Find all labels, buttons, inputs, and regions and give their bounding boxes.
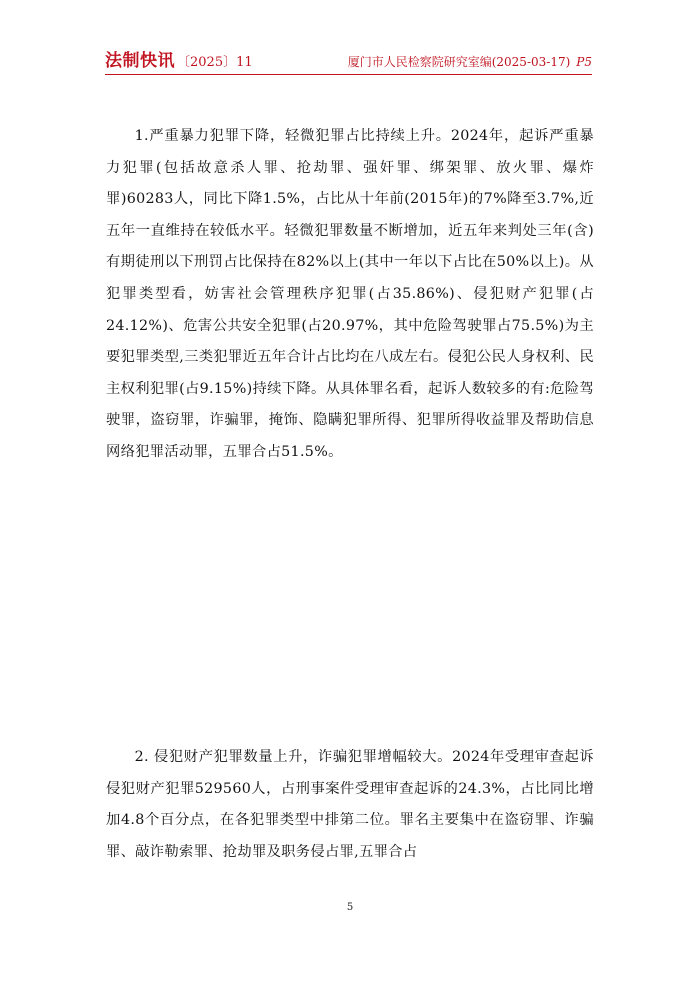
page-number: 5 — [346, 902, 354, 913]
header-left — [105, 46, 253, 71]
paragraph-property-crime: 2. 侵犯财产犯罪数量上升，诈骗犯罪增幅较大。2024年受理审查起诉侵犯财产犯罪529560人，占刑事案件受理审查起诉的24.3%，占比同比增加4.8个百分点，在各犯罪类型中排第二位。罪名主要集中在盗窃罪、诈骗罪、敲诈勒索罪、抢劫罪及职务侵占罪,五罪合占 — [106, 749, 594, 860]
editor-info: 厦门市人民检察院研究室编(2025-03-17) — [347, 55, 571, 69]
issue-number: 〔2025〕11 — [177, 55, 253, 70]
header-right — [348, 53, 592, 70]
publication-title: 法制快讯 — [105, 51, 175, 71]
page-header — [105, 50, 592, 75]
paragraph-violent-crime: 1.严重暴力犯罪下降，轻微犯罪占比持续上升。2024年，起诉严重暴力犯罪(包括故意杀人罪、抢劫罪、强奸罪、绑架罪、放火罪、爆炸罪)60283人，同比下降1.5%，占比从十年前(2015年)的7%降至3.7%,近五年一直维持在较低水平。轻微犯罪数量不断增加，近五年来判处三年(含)有期徒刑以下刑罚占比保持在82%以上(其中一年以下占比在50%以上)。从犯罪类型看，妨害社会管理秩序犯罪(占35.86%)、侵犯财产犯罪(占24.12%)、危害公共安全犯罪(占20.97%，其中危险驾驶罪占75.5%)为主要犯罪类型,三类犯罪近五年合计占比均在八成左右。侵犯公民人身权利、民主权利犯罪(占9.15%)持续下降。从具体罪名看，起诉人数较多的有:危险驾驶罪，盗窃罪，诈骗罪，掩饰、隐瞒犯罪所得、犯罪所得收益罪及帮助信息网络犯罪活动罪，五罪合占51.5%。 — [106, 128, 594, 460]
header-page-mark: P5 — [576, 55, 592, 69]
